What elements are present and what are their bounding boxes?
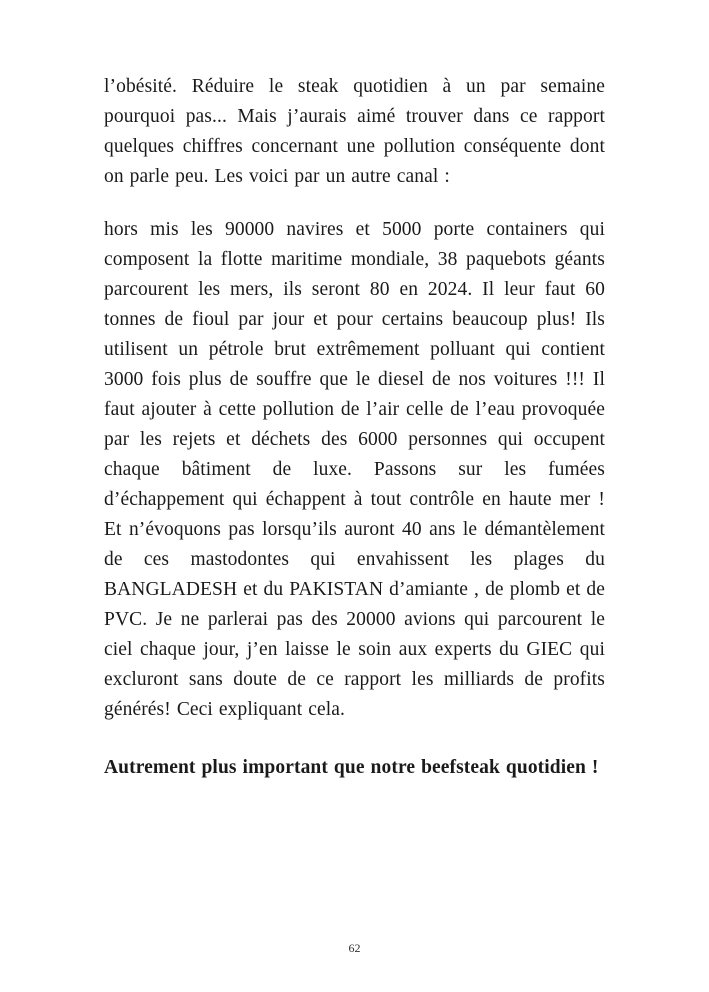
page-number: 62	[348, 941, 361, 955]
paragraph-main: hors mis les 90000 navires et 5000 porte containers qui composent la flotte maritime mondiale, 38 paquebots géants parcourent les mers, ils seront 80 en 2024. Il leur faut 60 tonnes de fioul par jour et pour certains beaucoup plus! Ils utilisent un pétrole brut extrêmement polluant qui contient 3000 fois plus de souffre que le diesel de nos voitures !!! Il faut ajouter à cette pollution de l’air celle de l’eau provoquée par les rejets et déchets des 6000 personnes qui occupent chaque bâtiment de luxe. Passons sur les fumées d’échappement qui échappent à tout contrôle en haute mer ! Et n’évoquons pas lorsqu’ils auront 40 ans le démantèlement de ces mastodontes qui envahissent les plages du BANGLADESH et du PAKISTAN d’amiante , de plomb et de PVC. Je ne parlerai pas des 20000 avions qui parcourent le ciel chaque jour, j’en laisse le soin aux experts du GIEC qui excluront sans doute de ce rapport les milliards de profits générés! Ceci expliquant cela.	[104, 219, 605, 720]
paragraph-conclusion-bold: Autrement plus important que notre beefsteak quotidien !	[104, 757, 599, 778]
page-body-text	[104, 72, 605, 783]
paragraph-intro: l’obésité. Réduire le steak quotidien à un par semaine pourquoi pas... Mais j’aurais aimé trouver dans ce rapport quelques chiffres concernant une pollution conséquente dont on parle peu. Les voici par un autre canal :	[104, 76, 605, 187]
